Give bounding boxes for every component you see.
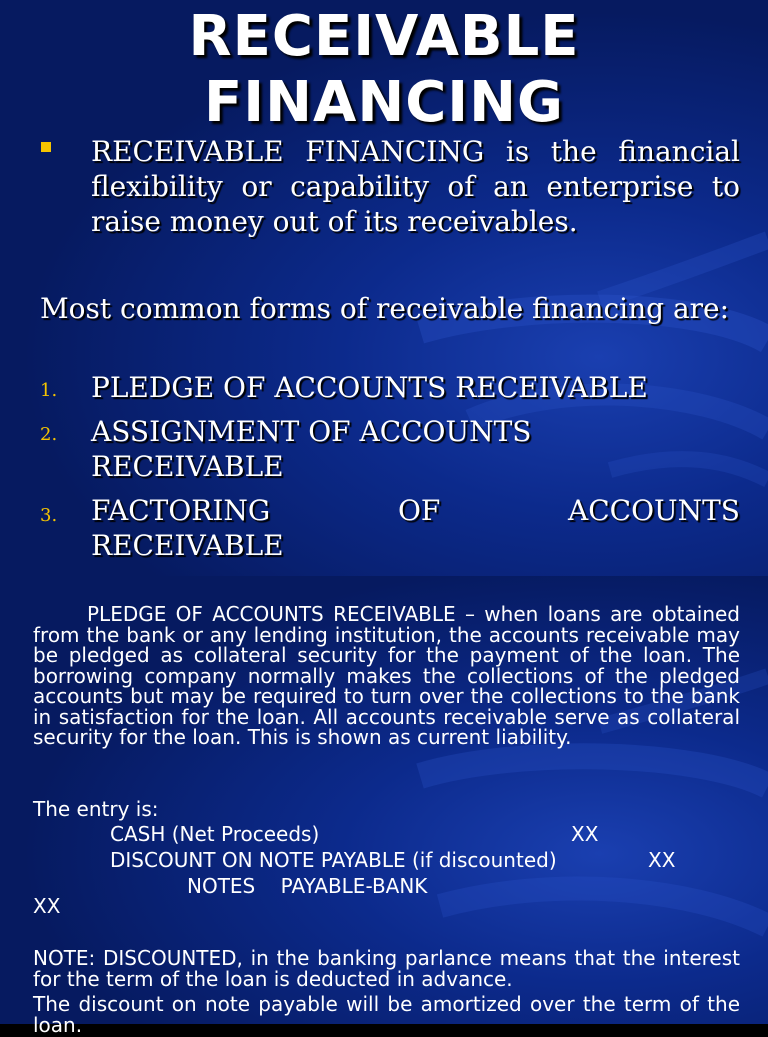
- title-line-1: RECEIVABLE: [188, 4, 580, 69]
- list-item-assignment: ASSIGNMENT OF ACCOUNTS RECEIVABLE: [91, 415, 532, 483]
- entry-label: The entry is:: [33, 797, 159, 821]
- entry-cash-account: CASH (Net Proceeds): [110, 822, 320, 846]
- list-number: 1.: [40, 380, 58, 401]
- intro-text: RECEIVABLE FINANCING is the financial flexibility or capability of an enterprise to raise money out of its receivables.: [91, 135, 740, 238]
- list-item-pledge: PLEDGE OF ACCOUNTS RECEIVABLE: [91, 371, 648, 404]
- note-amortization: The discount on note payable will be amortized over the term of the loan.: [33, 992, 740, 1037]
- list-item-factoring: FACTORING OF ACCOUNTS RECEIVABLE: [91, 494, 740, 562]
- square-bullet-icon: [41, 142, 51, 152]
- title-line-2: FINANCING: [204, 70, 564, 135]
- entry-discount-amount: XX: [648, 848, 676, 872]
- entry-discount-account: DISCOUNT ON NOTE PAYABLE (if discounted): [110, 848, 557, 872]
- note-paragraph: NOTE: DISCOUNTED, in the banking parlance means that the interest for the term of the loan is deducted in advance.: [33, 946, 740, 991]
- list-number: 2.: [40, 424, 58, 445]
- entry-notes-amount: XX: [33, 894, 61, 918]
- entry-notes-account: NOTES PAYABLE-BANK: [187, 874, 428, 898]
- pledge-paragraph: PLEDGE OF ACCOUNTS RECEIVABLE – when loans are obtained from the bank or any lending institution, the accounts receivable may be pledged as collateral security for the payment of the loan. The borrowing company normally makes the collections of the pledged accounts but may be required to turn over the collections to the bank in satisfaction for the loan. All accounts receivable serve as collateral security for the loan. This is shown as current liability.: [33, 602, 740, 749]
- forms-intro-text: Most common forms of receivable financing are:: [40, 292, 730, 325]
- entry-cash-amount: XX: [571, 822, 599, 846]
- list-number: 3.: [40, 505, 58, 526]
- slide-title: [0, 4, 768, 136]
- slide-pledge-of-accounts: [0, 576, 768, 1037]
